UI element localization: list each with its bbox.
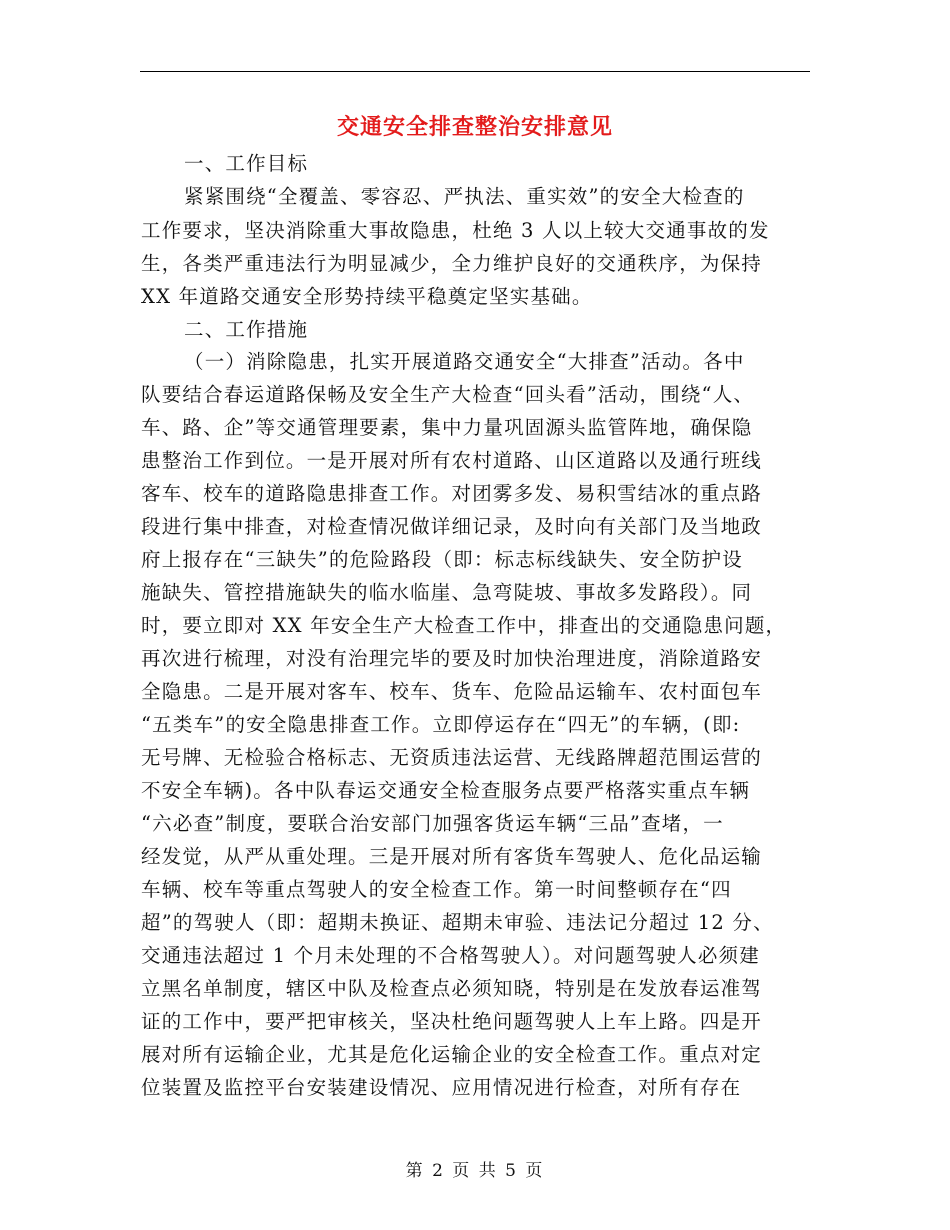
paragraph-line: 患整治工作到位。一是开展对所有农村道路、山区道路以及通行班线 [141, 449, 763, 472]
paragraph-line: 立黑名单制度，辖区中队及检查点必须知晓，特别是在发放春运准驾 [141, 977, 763, 1000]
paragraph-line: 生，各类严重违法行为明显减少，全力维护良好的交通秩序，为保持 [141, 252, 763, 275]
paragraph-line: “六必查”制度，要联合治安部门加强客货运车辆“三品”查堵，一 [141, 812, 724, 835]
section-heading: 一、工作目标 [184, 152, 309, 175]
paragraph-line: XX 年道路交通安全形势持续平稳奠定坚实基础。 [141, 285, 593, 308]
section-heading: 二、工作措施 [184, 318, 309, 341]
paragraph-line: 紧紧围绕“全覆盖、零容忍、严执法、重实效”的安全大检查的 [184, 185, 745, 208]
paragraph-line: 队要结合春运道路保畅及安全生产大检查“回头看”活动，围绕“人、 [141, 383, 755, 406]
paragraph-line: 无号牌、无检验合格标志、无资质违法运营、无线路牌超范围运营的 [141, 746, 763, 769]
page-number: 第 2 页 共 5 页 [405, 1161, 545, 1181]
paragraph-line: 位装置及监控平台安装建设情况、应用情况进行检查，对所有存在 [141, 1076, 742, 1099]
paragraph-line: 全隐患。二是开展对客车、校车、货车、危险品运输车、农村面包车 [141, 680, 763, 703]
paragraph-line: 客车、校车的道路隐患排查工作。对团雾多发、易积雪结冰的重点路 [141, 482, 763, 505]
paragraph-line: 段进行集中排查，对检查情况做详细记录，及时向有关部门及当地政 [141, 515, 763, 538]
paragraph-line: 不安全车辆)。各中队春运交通安全检查服务点要严格落实重点车辆 [141, 779, 751, 802]
paragraph-line: 车辆、校车等重点驾驶人的安全检查工作。第一时间整顿存在“四 [141, 878, 732, 901]
paragraph-line: 超”的驾驶人（即：超期未换证、超期未审验、违法记分超过 12 分、 [141, 911, 774, 934]
paragraph-line: （一）消除隐患，扎实开展道路交通安全“大排查”活动。各中 [184, 350, 745, 373]
paragraph-line: 再次进行梳理，对没有治理完毕的要及时加快治理进度，消除道路安 [141, 647, 763, 670]
document-title: 交通安全排查整治安排意见 [336, 114, 613, 140]
paragraph-line: 交通违法超过 1 个月未处理的不合格驾驶人）。对问题驾驶人必须建 [141, 944, 760, 967]
paragraph-line: “五类车”的安全隐患排查工作。立即停运存在“四无”的车辆，(即: [141, 713, 741, 736]
paragraph-line: 工作要求，坚决消除重大事故隐患，杜绝 3 人以上较大交通事故的发 [141, 219, 770, 242]
paragraph-line: 展对所有运输企业，尤其是危化运输企业的安全检查工作。重点对定 [141, 1043, 763, 1066]
paragraph-line: 时，要立即对 XX 年安全生产大检查工作中，排查出的交通隐患问题， [141, 614, 787, 637]
paragraph-line: 证的工作中，要严把审核关，坚决杜绝问题驾驶人上车上路。四是开 [141, 1010, 763, 1033]
header-rule [140, 71, 810, 72]
paragraph-line: 经发觉，从严从重处理。三是开展对所有客货车驾驶人、危化品运输 [141, 845, 763, 868]
paragraph-line: 车、路、企”等交通管理要素，集中力量巩固源头监管阵地，确保隐 [141, 416, 753, 439]
paragraph-line: 施缺失、管控措施缺失的临水临崖、急弯陡坡、事故多发路段）。同 [141, 581, 753, 604]
paragraph-line: 府上报存在“三缺失”的危险路段（即：标志标线缺失、安全防护设 [141, 548, 743, 571]
